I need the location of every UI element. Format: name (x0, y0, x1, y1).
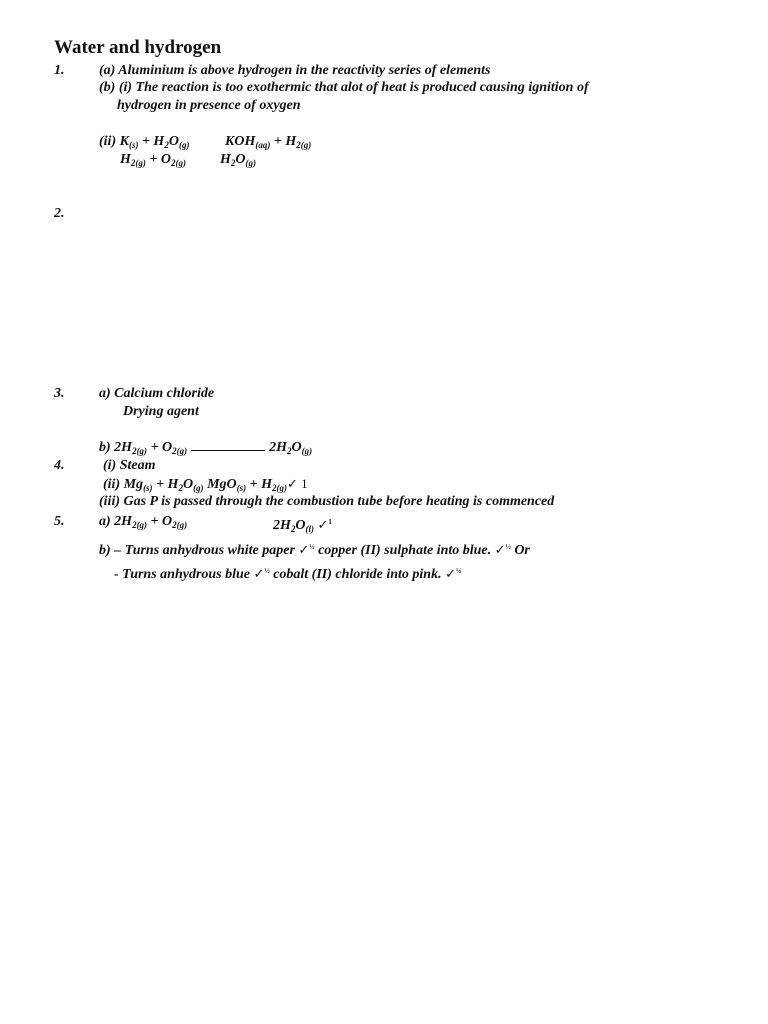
q1-equation-1: (ii) $K_{(s)} + H_2O_{(g)}$ (99, 134, 190, 150)
q1-number: 1. (54, 63, 65, 78)
q5-number: 5. (54, 514, 65, 529)
q4-answer-i: (i) Steam (103, 458, 156, 473)
check-mark-icon: ✓ (445, 566, 456, 581)
q1-answer-b-line1: (b) (i) The reaction is too exothermic that alot of heat is produced causing ignition of (99, 80, 589, 95)
q5-answer-b-line2: - Turns anhydrous blue ✓$^{\frac{1}{2}}$ cobalt (II) chloride into pink. ✓$^{\frac{1}{2}}$ (114, 566, 462, 582)
half-mark: ½ (264, 567, 270, 575)
q5-answer-b-line1: b) – Turns anhydrous white paper ✓$^{\frac{1}{2}}$ copper (II) sulphate into blue. ✓$^{\frac{1}{2}}$ Or (99, 542, 530, 558)
q3-answer-a: a) Calcium chloride (99, 386, 215, 401)
q1-equation-2: $H_{2(g)} + O_{2(g)}$ (120, 152, 186, 168)
check-mark-icon: ✓ (253, 566, 265, 581)
q5-answer-a-reactants: a) $2H_{2(g)} + O_{2(g)}$ (99, 514, 188, 530)
q1-answer-b-line2: hydrogen in presence of oxygen (117, 98, 301, 113)
q3-number: 3. (54, 386, 65, 401)
q3-answer-b: b) $2H_{2(g)} + O_{2(g)}$ $2H_2O_{(g)}$ (99, 440, 313, 456)
half-mark: ½ (505, 543, 511, 551)
check-mark-icon: ✓ (298, 542, 310, 557)
check-mark-icon: ✓ (317, 517, 329, 532)
half-mark: ½ (309, 543, 315, 551)
q4-answer-ii: (ii) $Mg_{(s)} + H_2O_{(g)}$ $MgO_{(s)} + H_{2(g)}✓$ 1 (103, 476, 308, 493)
q4-number: 4. (54, 458, 65, 473)
q2-number: 2. (54, 206, 65, 221)
q1-equation-2-product: $H_2O_{(g)}$ (220, 152, 257, 168)
half-mark: ½ (456, 567, 462, 575)
mark-value: 1 (328, 518, 332, 526)
equation-blank-line (191, 440, 265, 451)
check-mark-icon: ✓ (494, 542, 506, 557)
q1-equation-1-product: $KOH_{(aq)} + H_{2(g)}$ (225, 134, 312, 150)
q1-answer-a: (a) Aluminium is above hydrogen in the reactivity series of elements (99, 63, 491, 78)
q4-answer-iii: (iii) Gas P is passed through the combustion tube before heating is commenced (99, 494, 555, 509)
q5-answer-a-product: $2H_2O_{(l)}$ ✓$^1$ (273, 517, 332, 534)
q3-answer-a2: Drying agent (123, 404, 199, 419)
page-title: Water and hydrogen (54, 37, 222, 58)
check-mark-icon: ✓ 1 (287, 476, 308, 491)
